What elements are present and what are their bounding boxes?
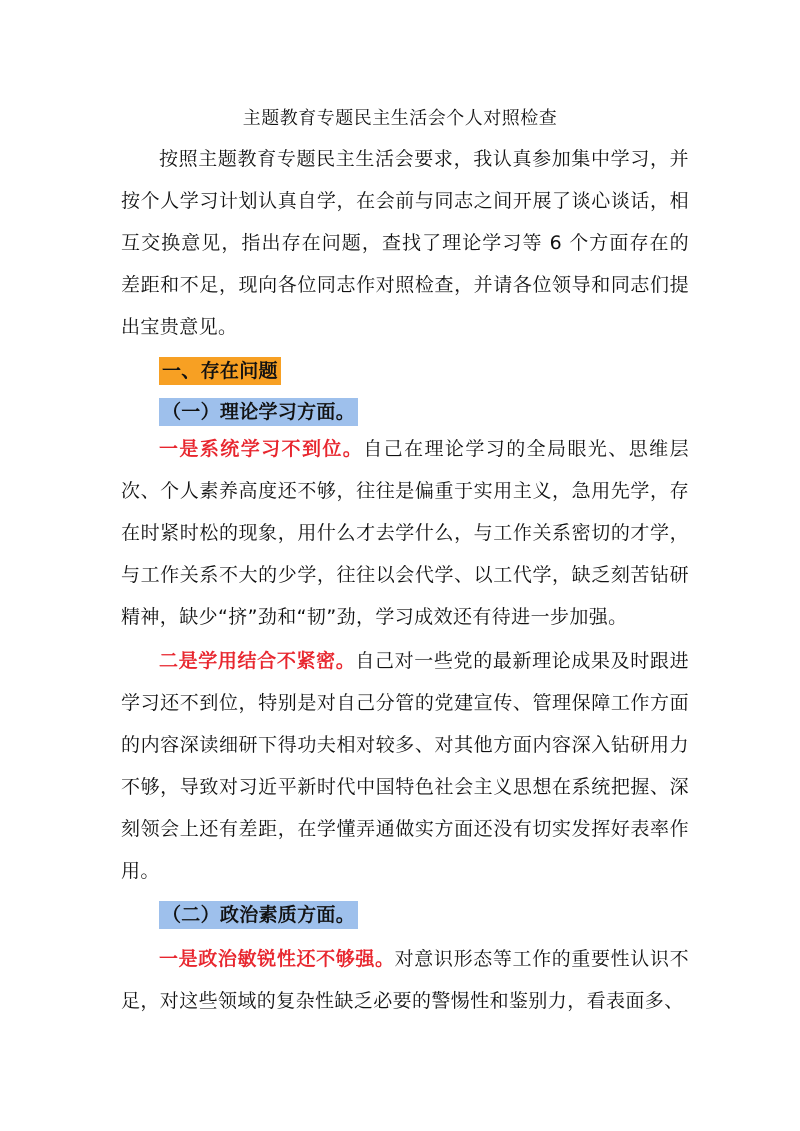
subsection-heading-theory: （一）理论学习方面。	[159, 398, 358, 426]
paragraph-lead-text: 二是学用结合不紧密。	[159, 650, 356, 672]
subsection-heading-political: （二）政治素质方面。	[159, 901, 358, 929]
paragraph-lead-text: 一是政治敏锐性还不够强。	[159, 948, 395, 970]
document-title: 主题教育专题民主生活会个人对照检查	[242, 108, 558, 129]
paragraph-body-text: 对意识形态等工作的重要性认识不足，对这些领域的复杂性缺乏必要的警惕性和鉴别力，看表面多、	[121, 948, 689, 1012]
paragraph-systematic-study	[121, 428, 689, 638]
paragraph-political-sensitivity	[121, 938, 689, 1022]
intro-paragraph: 按照主题教育专题民主生活会要求，我认真参加集中学习，并按个人学习计划认真自学，在会前与同志之间开展了谈心谈话，相互交换意见，指出存在问题，查找了理论学习等 6 个方面存在的差距和不足，现向各位同志作对照检查，并请各位领导和同志们提出宝贵意见。	[121, 148, 689, 338]
paragraph-body-text: 自己在理论学习的全局眼光、思维层次、个人素养高度还不够，往往是偏重于实用主义，急用先学，存在时紧时松的现象，用什么才去学什么，与工作关系密切的才学，与工作关系不大的少学，往往以会代学、以工代学，缺乏刻苦钻研精神，缺少“挤”劲和“韧”劲，学习成效还有待进一步加强。	[121, 438, 689, 628]
paragraph-body-text: 自己对一些党的最新理论成果及时跟进学习还不到位，特别是对自己分管的党建宣传、管理保障工作方面的内容深读细研下得功夫相对较多、对其他方面内容深入钻研用力不够，导致对习近平新时代中国特色社会主义思想在系统把握、深刻领会上还有差距，在学懂弄通做实方面还没有切实发挥好表率作用。	[121, 650, 689, 882]
paragraph-study-application	[121, 640, 689, 892]
paragraph-lead-text: 一是系统学习不到位。	[159, 438, 364, 460]
section-heading-problems: 一、存在问题	[159, 357, 281, 385]
